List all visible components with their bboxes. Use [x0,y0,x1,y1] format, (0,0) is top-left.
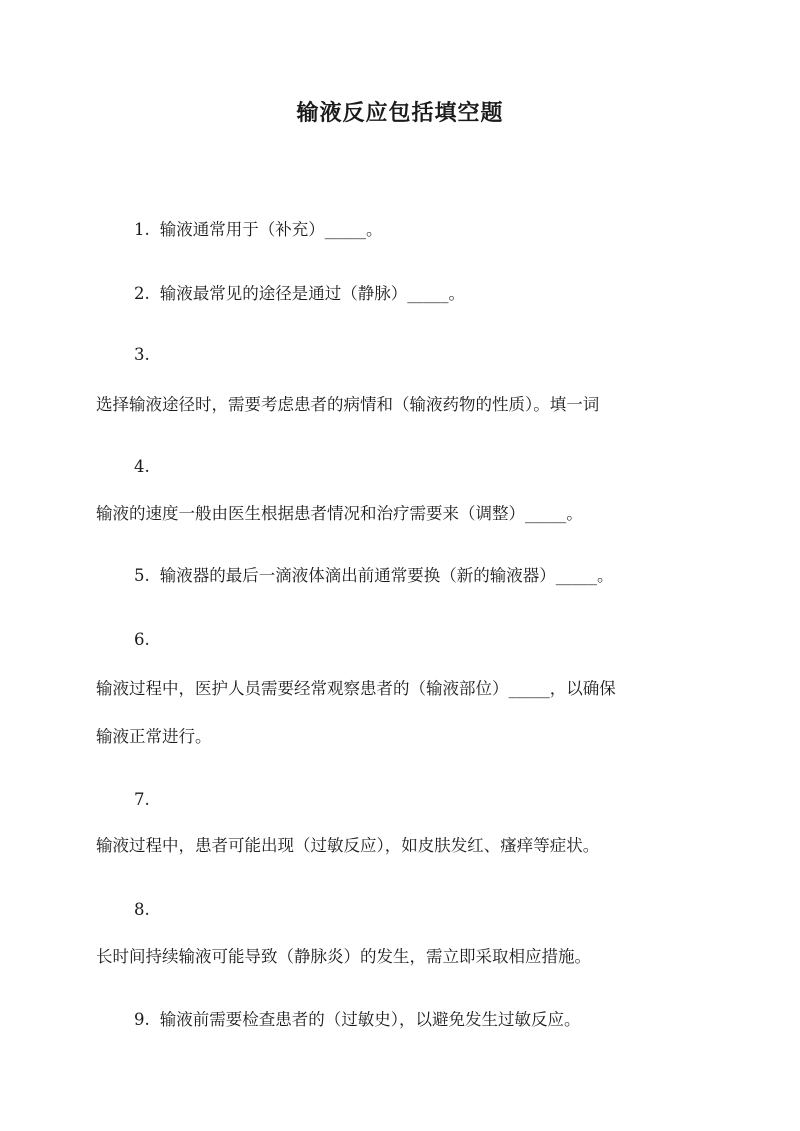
question-4-number: 4. [134,457,150,476]
question-7-number: 7. [134,790,150,809]
question-6-text-line2: 输液正常进行。 [96,727,212,746]
question-5 [134,564,614,588]
question-9 [134,1008,581,1032]
question-8-number: 8. [134,900,150,919]
question-8-text: 长时间持续输液可能导致（静脉炎）的发生，需立即采取相应措施。 [96,947,591,966]
question-number: 5. [134,566,150,585]
question-text: 输液最常见的途径是通过（静脉）_____。 [159,284,465,303]
question-2 [134,282,465,306]
question-number: 9. [134,1010,150,1029]
question-3-text: 选择输液途径时，需要考虑患者的病情和（输液药物的性质）。填一词 [96,395,600,414]
question-7-text: 输液过程中，患者可能出现（过敏反应），如皮肤发红、瘙痒等症状。 [96,836,600,855]
question-3-number: 3. [134,345,150,364]
question-text: 输液前需要检查患者的（过敏史），以避免发生过敏反应。 [159,1010,581,1029]
question-text: 输液器的最后一滴液体滴出前通常要换（新的输液器）_____。 [159,566,614,585]
question-6-text-line1: 输液过程中，医护人员需要经常观察患者的（输液部位）_____，以确保 [96,679,616,698]
question-1 [134,218,383,242]
question-6-number: 6. [134,630,150,649]
page-title: 输液反应包括填空题 [296,100,504,126]
question-text: 输液通常用于（补充）_____。 [159,220,383,239]
question-4-text: 输液的速度一般由医生根据患者情况和治疗需要来（调整）_____。 [96,504,583,523]
question-number: 2. [134,284,150,303]
question-number: 1. [134,220,150,239]
